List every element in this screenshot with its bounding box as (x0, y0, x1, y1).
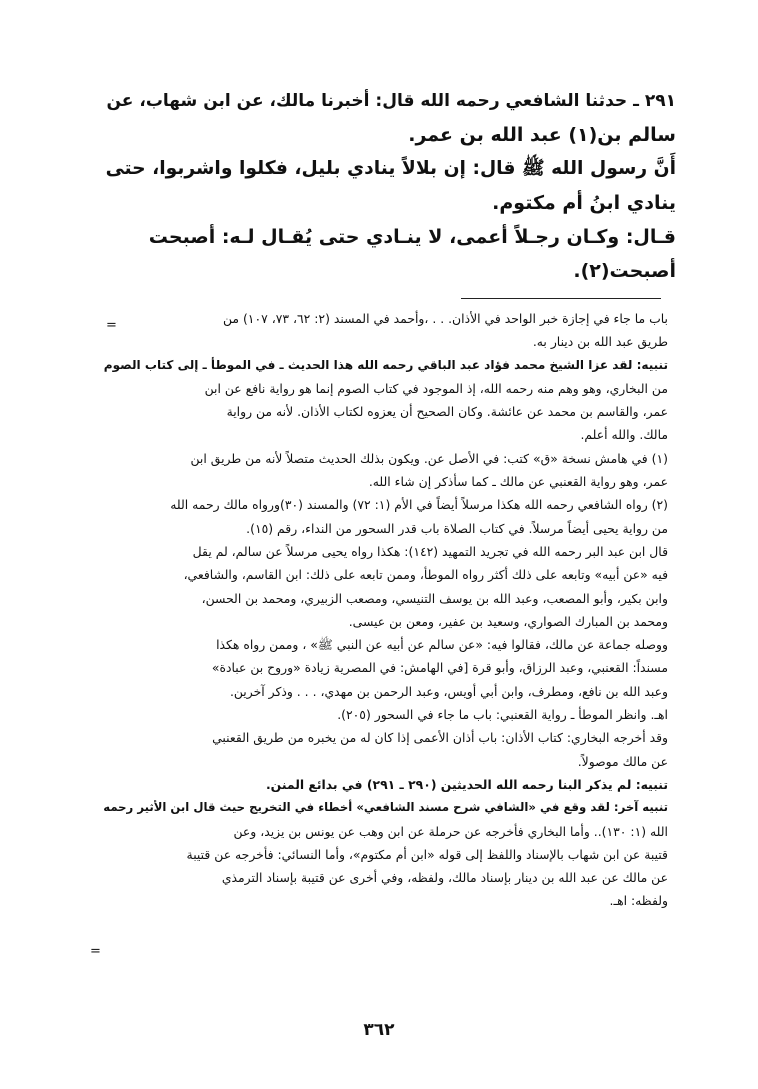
footnotes (98, 307, 668, 913)
footnote-line: تنبيه: لم يذكر البنا رحمه الله الحديثين (٢٩٠ ـ ٢٩١) في بدائع المنن. (265, 776, 668, 792)
footnote-line: (١) في هامش نسخة «ق» كتب: في الأصل عن. ويكون بذلك الحديث متصلاً لأنه من طريق ابن (190, 450, 668, 466)
footnote-line: قال ابن عبد البر رحمه الله في تجريد التمهيد (١٤٢): هكذا رواه يحيى مرسلاً عن سالم، لم يقل (192, 543, 668, 559)
hadith-line: سالم بن(١) عبد الله بن عمر. (408, 124, 676, 146)
continuation-mark-bottom: = (90, 944, 101, 959)
footnote-line: طريق عبد الله بن دينار به. (532, 334, 668, 350)
hadith-line: ينادي ابنُ أم مكتوم. (492, 192, 676, 214)
footnote-line: عمر، والقاسم بن محمد عن عائشة. وكان الصحيح أن يعزوه لكتاب الأذان. لأنه من رواية (226, 404, 668, 420)
page-number: ٣٦٢ (363, 1020, 395, 1040)
hadith-line: أصبحت(٢). (573, 260, 676, 282)
continuation-mark-top: = (106, 318, 117, 333)
footnote-line: ووصله جماعة عن مالك، فقالوا فيه: «عن سالم عن أبيه عن النبي ﷺ» ، وممن رواه هكذا (216, 637, 668, 653)
hadith-line: ٢٩١ ـ حدثنا الشافعي رحمه الله قال: أخبرنا مالك، عن ابن شهاب، عن (106, 91, 676, 111)
hadith-line: أَنَّ رسول الله ﷺ قال: إن بلالاً ينادي بليل، فكلوا واشربوا، حتى (105, 158, 676, 179)
footnote-line: مسنداً: القعنبي، وعبد الرزاق، وأبو قرة [في الهامش: في المصرية زيادة «وروح بن عبادة» (211, 660, 668, 676)
footnote-line: عن مالك موصولاً. (577, 753, 668, 769)
footnote-line: وابن بكير، وأبو المصعب، وعبد الله بن يوسف التنيسي، ومصعب الزبيري، ومحمد بن الحسن، (201, 590, 668, 606)
footnote-line: ولفظه: اهـ. (609, 893, 668, 909)
hadith-text (100, 84, 676, 288)
footnote-line: عن مالك عن عبد الله بن دينار بإسناد مالك، ولفظه، وفي أخرى عن قتيبة بإسناد الترمذي (221, 870, 668, 886)
footnote-line: وقد أخرجه البخاري: كتاب الأذان: باب أذان الأعمى إذا كان له من يخبره من طريق القعنبي (212, 730, 668, 746)
footnote-line: قتيبة عن ابن شهاب بالإسناد واللفظ إلى قوله «ابن أم مكتوم»، وأما النسائي: فأخرجه عن قتيبة (186, 846, 668, 862)
footnote-line: فيه «عن أبيه» وتابعه على ذلك أكثر رواه الموطأ، وممن تابعه على ذلك: ابن القاسم، والشافعي، (183, 567, 668, 583)
footnote-line: تنبيه آخر: لقد وقع في «الشافي شرح مسند الشافعي» أخطاء في التخريج حيث قال ابن الأثير رحمه (103, 800, 668, 815)
footnote-line: الله (١: ١٣٠).. وأما البخاري فأخرجه عن حرملة عن ابن وهب عن يونس بن يزيد، وعن (233, 823, 668, 839)
footnote-line: تنبيه: لقد عزا الشيخ محمد فؤاد عبد الباقي رحمه الله هذا الحديث ـ في الموطأ ـ إلى كتاب الصوم (103, 357, 668, 372)
footnote-line: باب ما جاء في إجازة خبر الواحد في الأذان. . . ،وأحمد في المسند (٢: ٦٢، ٧٣، ١٠٧) من (222, 311, 668, 326)
footnote-line: وعبد الله بن نافع، ومطرف، وابن أبي أويس، وعبد الرحمن بن مهدي، . . . وذكر آخرين. (229, 683, 668, 699)
footnote-line: اهـ. وانظر الموطأ ـ رواية القعنبي: باب ما جاء في السحور (٢٠٥). (337, 707, 668, 723)
footnote-divider (461, 298, 661, 299)
footnote-line: من رواية يحيى أيضاً مرسلاً. في كتاب الصلاة باب قدر السحور من النداء، رقم (١٥). (246, 520, 668, 536)
footnote-line: مالك. والله أعلم. (580, 427, 668, 443)
footnote-line: عمر، وهو رواية القعنبي عن مالك ـ كما سأذكر إن شاء الله. (368, 474, 668, 490)
footnote-line: ومحمد بن المبارك الصواري، وسعيد بن عفير، ومعن بن عيسى. (348, 613, 668, 629)
hadith-line: قـال: وكـان رجـلاً أعمى، لا ينـادي حتى يُقـال لـه: أصبحت (148, 226, 676, 248)
footnote-line: من البخاري، وهو وهم منه رحمه الله، إذ الموجود في كتاب الصوم إنما هو رواية نافع عن ابن (204, 380, 668, 396)
footnote-line: (٢) رواه الشافعي رحمه الله هكذا مرسلاً أيضاً في الأم (١: ٧٢) والمسند (٣٠)ورواه مالك رحمه الله (170, 497, 668, 513)
